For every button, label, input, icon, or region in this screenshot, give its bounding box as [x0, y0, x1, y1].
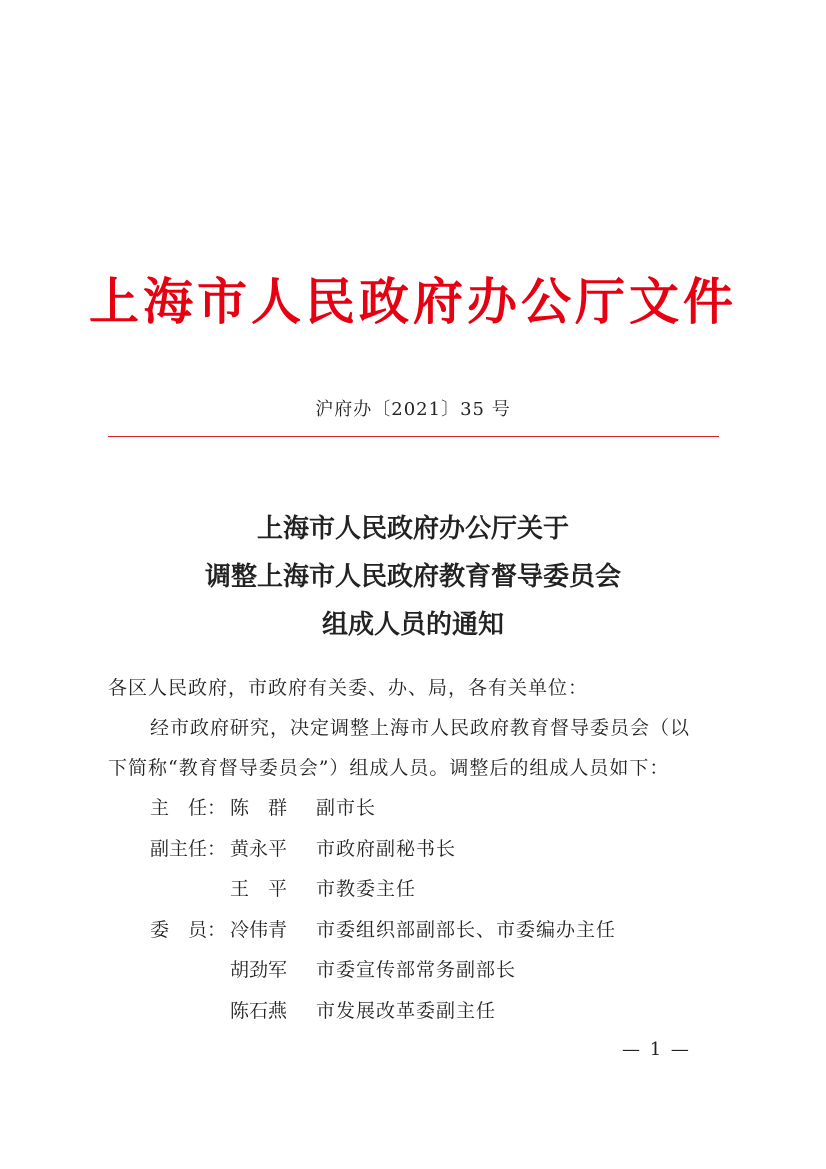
title-line-2: 调整上海市人民政府教育督导委员会	[204, 562, 621, 592]
masthead-title: 上海市人民政府办公厅文件	[89, 272, 737, 331]
member-position: 副市长	[316, 797, 377, 819]
member-row	[0, 916, 826, 944]
paragraph-line-2: 下简称“教育督导委员会”）组成人员。调整后的组成人员如下：	[108, 757, 670, 779]
member-position: 市委组织部副部长、市委编办主任	[316, 919, 617, 941]
member-position: 市政府副秘书长	[316, 838, 457, 860]
member-name: 黄永平	[230, 838, 288, 860]
red-separator-line	[108, 436, 719, 437]
member-row	[0, 794, 826, 822]
member-position: 市委宣传部常务副部长	[316, 959, 517, 981]
salutation: 各区人民政府，市政府有关委、办、局，各有关单位：	[108, 677, 589, 699]
member-position: 市教委主任	[316, 878, 417, 900]
member-position: 市发展改革委副主任	[316, 1000, 497, 1022]
paragraph-line-1: 经市政府研究，决定调整上海市人民政府教育督导委员会（以	[150, 717, 691, 739]
document-number: 沪府办〔2021〕35 号	[315, 399, 511, 420]
member-name: 陈石燕	[230, 1000, 288, 1022]
member-role: 委 员：	[150, 919, 227, 941]
notice-title	[0, 505, 826, 649]
member-role: 副主任：	[150, 838, 227, 860]
member-role: 主 任：	[150, 797, 227, 819]
title-line-1: 上海市人民政府办公厅关于	[256, 514, 569, 544]
title-line-3: 组成人员的通知	[321, 610, 504, 640]
member-name: 王 平	[230, 878, 288, 900]
member-row	[0, 835, 826, 863]
page-number: — 1 —	[622, 1039, 691, 1060]
member-row	[0, 875, 826, 903]
member-name: 冷伟青	[230, 919, 288, 941]
member-name: 陈 群	[230, 797, 288, 819]
member-name: 胡劲军	[230, 959, 288, 981]
member-row	[0, 956, 826, 984]
member-row	[0, 997, 826, 1025]
